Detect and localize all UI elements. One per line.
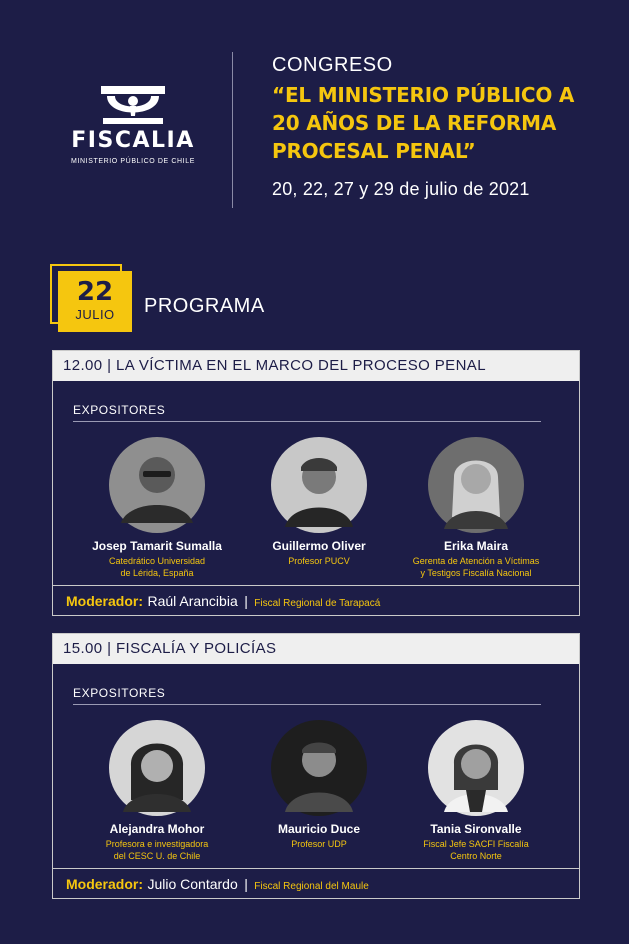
speaker-name: Josep Tamarit Sumalla xyxy=(92,539,222,553)
speakers-label: EXPOSITORES xyxy=(73,686,166,700)
date-badge-month: JULIO xyxy=(75,307,115,322)
speaker-photo xyxy=(271,720,367,816)
moderator-label: Moderador: xyxy=(66,876,143,892)
speaker-photo xyxy=(271,437,367,533)
speaker-role: Profesor UDP xyxy=(291,839,347,849)
speaker-photo xyxy=(109,437,205,533)
fiscalia-logo xyxy=(58,82,208,182)
date-badge xyxy=(50,264,132,332)
event-header xyxy=(272,54,612,200)
speaker-name: Mauricio Duce xyxy=(277,822,361,836)
speaker-card xyxy=(72,720,242,862)
event-title: “EL MINISTERIO PÚBLICO A 20 AÑOS DE LA REFORMA PROCESAL PENAL” xyxy=(272,83,575,163)
speaker-name: Guillermo Oliver xyxy=(272,539,366,553)
moderator-name: Raúl Arancibia xyxy=(147,593,238,609)
speaker-role: Catedrático Universidad de Lérida, España xyxy=(108,556,206,578)
moderator-label: Moderador: xyxy=(66,593,143,609)
moderator-name: Julio Contardo xyxy=(147,876,238,892)
moderator-bar xyxy=(53,585,579,615)
speaker-role: Gerenta de Atención a Víctimas y Testigos Fiscalía Nacional xyxy=(412,556,540,578)
moderator-separator: | xyxy=(244,593,248,609)
session-heading: 15.00 | FISCALÍA Y POLICÍAS xyxy=(53,634,579,664)
speaker-name: Alejandra Mohor xyxy=(109,822,205,836)
speaker-card xyxy=(391,437,561,579)
moderator-title: Fiscal Regional del Maule xyxy=(254,881,369,892)
moderator-bar xyxy=(53,868,579,898)
session-card xyxy=(52,350,580,616)
session-card xyxy=(52,633,580,899)
speaker-name: Tania Sironvalle xyxy=(430,822,522,836)
speakers-rule xyxy=(73,704,541,705)
speaker-photo xyxy=(428,437,524,533)
speaker-role: Profesor PUCV xyxy=(288,556,350,566)
date-badge-fill xyxy=(58,271,132,332)
header-divider xyxy=(232,52,233,208)
speaker-role: Fiscal Jefe SACFI Fiscalía Centro Norte xyxy=(423,839,529,861)
moderator-separator: | xyxy=(244,876,248,892)
speaker-photo xyxy=(428,720,524,816)
speakers-label: EXPOSITORES xyxy=(73,403,166,417)
speaker-card xyxy=(391,720,561,862)
event-dates: 20, 22, 27 y 29 de julio de 2021 xyxy=(272,179,530,199)
moderator-title: Fiscal Regional de Tarapacá xyxy=(254,598,381,609)
fiscalia-emblem-icon xyxy=(97,82,169,126)
date-badge-day: 22 xyxy=(76,277,114,307)
speakers-rule xyxy=(73,421,541,422)
speaker-card xyxy=(234,437,404,567)
speaker-role: Profesora e investigadora del CESC U. de Chile xyxy=(105,839,209,861)
program-heading: PROGRAMA xyxy=(144,295,265,317)
speaker-name: Erika Maira xyxy=(443,539,509,553)
logo-wordmark: FISCALIA xyxy=(71,128,195,153)
session-heading: 12.00 | LA VÍCTIMA EN EL MARCO DEL PROCESO PENAL xyxy=(53,351,579,381)
logo-subtitle: MINISTERIO PÚBLICO DE CHILE xyxy=(71,158,195,165)
speaker-card xyxy=(234,720,404,850)
speaker-photo xyxy=(109,720,205,816)
event-kicker: CONGRESO xyxy=(272,54,393,76)
speaker-card xyxy=(72,437,242,579)
